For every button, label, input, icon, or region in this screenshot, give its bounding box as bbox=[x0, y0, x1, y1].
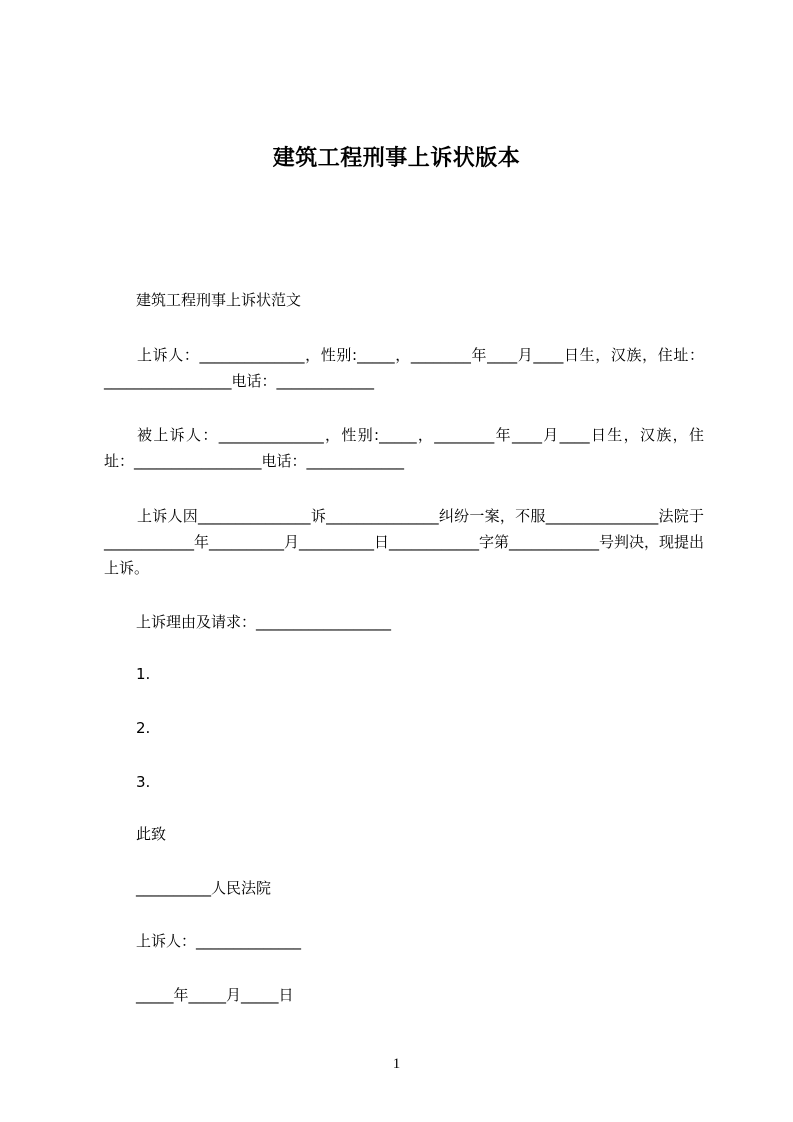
page-number: 1 bbox=[392, 1056, 401, 1072]
signature-line: 上诉人：______________ bbox=[136, 932, 302, 950]
appellee-paragraph: 被上诉人：______________，性别:_____，________年____月____日生，汉族，住址：_________________电话：_____________ bbox=[104, 426, 704, 470]
reason-item-1: 1. bbox=[136, 665, 151, 683]
document-title: 建筑工程刑事上诉状版本 bbox=[272, 146, 521, 171]
closing-text: 此致 bbox=[136, 825, 167, 843]
reason-item-3: 3. bbox=[136, 773, 151, 791]
date-line: _____年_____月_____日 bbox=[136, 986, 294, 1004]
case-paragraph: 上诉人因_______________诉_______________纠纷一案，不服_______________法院于____________年__________月__________日____________字第____________号判决，现提出上诉。 bbox=[104, 507, 705, 577]
document-subtitle: 建筑工程刑事上诉状范文 bbox=[136, 291, 302, 309]
appellant-paragraph: 上诉人：______________，性别:_____，________年____月____日生，汉族，住址：_________________电话：_____________ bbox=[104, 346, 704, 390]
court-name: __________人民法院 bbox=[136, 879, 272, 897]
reason-item-2: 2. bbox=[136, 719, 151, 737]
reasons-label: 上诉理由及请求：__________________ bbox=[136, 613, 392, 631]
